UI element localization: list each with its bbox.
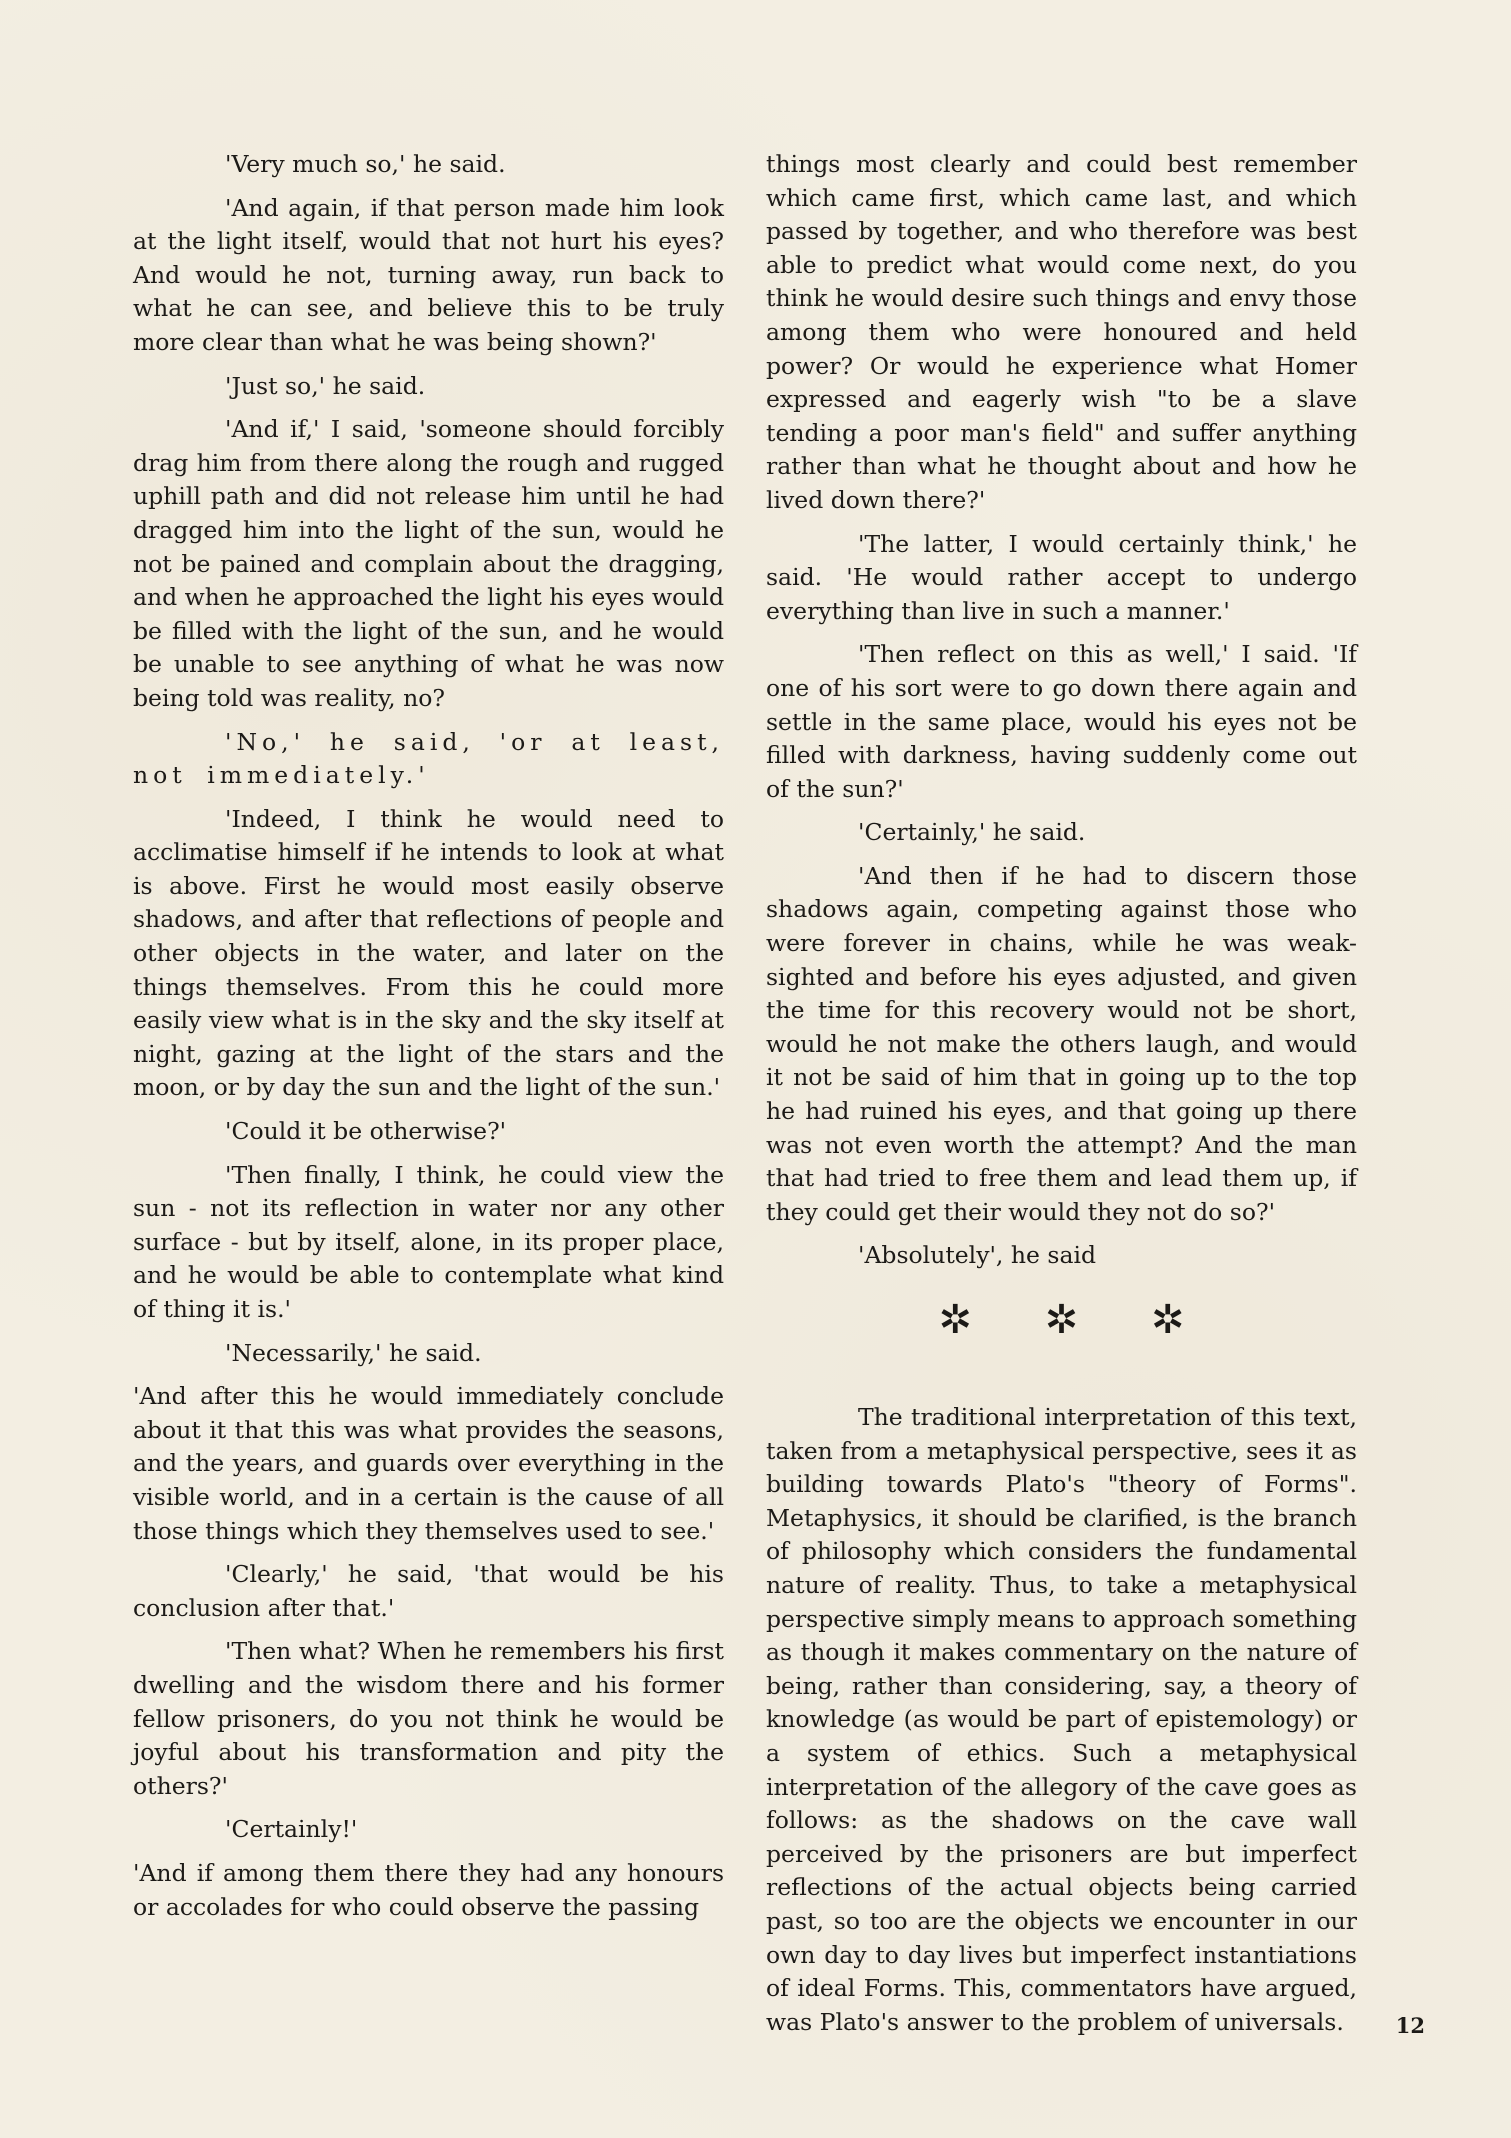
paragraph: 'Absolutely', he said — [858, 1241, 1097, 1270]
paragraph: 'Could it be otherwise?' — [225, 1117, 507, 1146]
paragraph: 'Then what? When he remembers his first dwelling and the wisdom there and his former fellow prisoners, do you not think he would be joyful about his transformation and pity the others?' — [133, 1637, 724, 1800]
asterism-icon: ✲ ✲ ✲ — [938, 1297, 1215, 1343]
left-column — [133, 148, 724, 1924]
paragraph: 'And then if he had to discern those shadows again, competing against those who were forever in chains, while he was weak-sighted and before his eyes adjusted, and given the time for this recovery would not be short, would he not make the others laugh, and would it not be said of him that in going up to the top he had ruined his eyes, and that going up there was not even worth the attempt? And the man that had tried to free them and lead them up, if they could get their would they not do so?' — [766, 861, 1357, 1226]
paragraph: 'And if,' I said, 'someone should forcibly drag him from there along the rough and rugged uphill path and did not release him until he had dragged him into the light of the sun, would he not be pained and complain about the dragging, and when he approached the light his eyes would be filled with the light of the sun, and he would be unable to see anything of what he was now being told was reality, no? — [133, 415, 724, 712]
paragraph: 'And again, if that person made him look at the light itself, would that not hurt his eyes? And would he not, turning away, run back to what he can see, and believe this to be truly more clear than what he was being shown?' — [133, 193, 724, 356]
paragraph: 'No,' he said, 'or at least, not immediately.' — [133, 727, 724, 790]
paragraph: 'Certainly,' he said. — [858, 818, 1086, 847]
paragraph: 'Very much so,' he said. — [225, 150, 506, 178]
paragraph: 'Then finally, I think, he could view the sun - not its reflection in water nor any other surface - but by itself, alone, in its proper place, and he would be able to contemplate what kind of thing it is.' — [133, 1160, 724, 1323]
paragraph: 'And after this he would immediately conclude about it that this was what provides the seasons, and the years, and guards over everything in the visible world, and in a certain is the cause of all those things which they themselves used to see.' — [133, 1382, 724, 1545]
section-break-ornament — [766, 1295, 1357, 1345]
right-column — [766, 148, 1357, 2039]
page-number: 12 — [1395, 2013, 1425, 2038]
paragraph: things most clearly and could best remember which came first, which came last, and which passed by together, and who therefore was best able to predict what would come next, do you think he would desire such things and envy those among them who were honoured and held power? Or would he experience what Homer expressed and eagerly wish "to be a slave tending a poor man's field" and suffer anything rather than what he thought about and how he lived down there?' — [766, 150, 1357, 514]
paragraph: 'Indeed, I think he would need to acclimatise himself if he intends to look at what is above. First he would most easily observe shadows, and after that reflections of people and other objects in the water, and later on the things themselves. From this he could more easily view what is in the sky and the sky itself at night, gazing at the light of the stars and the moon, or by day the sun and the light of the sun.' — [133, 804, 724, 1102]
paragraph: The traditional interpretation of this text, taken from a metaphysical perspective, sees it as building towards Plato's "theory of Forms". Metaphysics, it should be clarified, is the branch of philosophy which considers the fundamental nature of reality. Thus, to take a metaphysical perspective simply means to approach something as though it makes commentary on the nature of being, rather than considering, say, a theory of knowledge (as would be part of epistemology) or a system of ethics. Such a metaphysical interpretation of the allegory of the cave goes as follows: as the shadows on the cave wall perceived by the prisoners are but imperfect reflections of the actual objects being carried past, so too are the objects we encounter in our own day to day lives but imperfect instantiations of ideal Forms. This, commentators have argued, was Plato's answer to the problem of universals. — [766, 1403, 1357, 2036]
paragraph: 'The latter, I would certainly think,' he said. 'He would rather accept to undergo everything than live in such a manner.' — [766, 529, 1357, 625]
paragraph: 'Clearly,' he said, 'that would be his conclusion after that.' — [133, 1560, 724, 1622]
paragraph: 'Certainly!' — [225, 1815, 358, 1844]
paragraph: 'Necessarily,' he said. — [225, 1338, 482, 1367]
paragraph: 'Then reflect on this as well,' I said. 'If one of his sort were to go down there again and settle in the same place, would his eyes not be filled with darkness, having suddenly come out of the sun?' — [766, 640, 1357, 803]
paragraph: 'Just so,' he said. — [225, 371, 426, 400]
paragraph: 'And if among them there they had any honours or accolades for who could observe the passing — [133, 1858, 724, 1921]
